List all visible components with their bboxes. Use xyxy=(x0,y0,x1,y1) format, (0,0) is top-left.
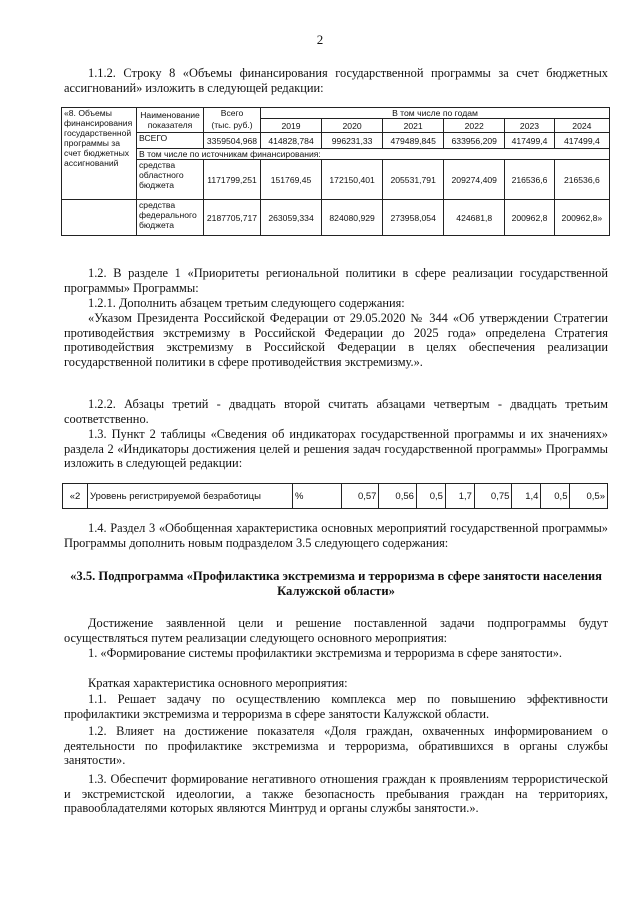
table-cell: 172150,401 xyxy=(322,160,383,200)
indicator-num: «2 xyxy=(63,484,88,509)
heading-3-5: «3.5. Подпрограмма «Профилактика экстремизма и терроризма в сфере занятости населения Калужской области» xyxy=(70,569,602,598)
regional-row-label: средства областного бюджета xyxy=(137,160,204,200)
table-cell: 417499,4 xyxy=(505,133,554,149)
item-1-2-1: 1.2.1. Дополнить абзацем третьим следующего содержания: xyxy=(88,296,405,310)
table-cell: 633956,209 xyxy=(444,133,505,149)
item-1-1-2: 1.1.2. Строку 8 «Объемы финансирования государственной программы за счет бюджетных ассигнований» изложить в следующей редакции: xyxy=(64,66,608,95)
quote-ukaz: «Указом Президента Российской Федерации от 29.05.2020 № 344 «Об утверждении Стратегии противодействия экстремизму в Российской Федерации до 2025 года» определена Стратегия противодействия экстремизму в Российской Федерации в целях обеспечения реализации государственной политики в сфере противодействия экстремизму.». xyxy=(64,311,608,369)
item-1-2-2: 1.2.2. Абзацы третий - двадцать второй считать абзацами четвертым - двадцать третьим соответственно. xyxy=(64,397,608,426)
total-row-total: 3359504,968 xyxy=(204,133,261,149)
year-header: 2019 xyxy=(261,119,322,133)
para-1-2: 1.2. Влияет на достижение показателя «Доля граждан, охваченных информированием о деятельности по профилактике экстремизма и терроризма, обратившихся в органы службы занятости». xyxy=(64,724,608,767)
financing-row-label: «8. Объемы финансирования государственной программы за счет бюджетных ассигнований xyxy=(62,108,137,200)
total-row-label: ВСЕГО xyxy=(137,133,204,149)
para-goal: Достижение заявленной цели и решение поставленной задачи подпрограммы будут осуществляться путем реализации следующего основного мероприятия: xyxy=(64,616,608,645)
indicator-value: 1,7 xyxy=(445,484,474,509)
indicator-value: 0,5 xyxy=(416,484,445,509)
year-header: 2022 xyxy=(444,119,505,133)
indicator-table xyxy=(62,483,608,509)
item-1-4: 1.4. Раздел 3 «Обобщенная характеристика основных мероприятий государственной программы» Программы дополнить новым подразделом 3.5 следующего содержания: xyxy=(64,521,608,550)
table-cell: 216536,6 xyxy=(505,160,554,200)
federal-row-total: 2187705,717 xyxy=(204,200,261,236)
indicator-value: 0,75 xyxy=(474,484,511,509)
col-header-years: В том числе по годам xyxy=(261,108,610,119)
indicator-value: 0,56 xyxy=(379,484,416,509)
indicator-unit: % xyxy=(293,484,342,509)
year-header: 2021 xyxy=(383,119,444,133)
table-cell: 417499,4 xyxy=(554,133,609,149)
year-header: 2023 xyxy=(505,119,554,133)
table-cell: 996231,33 xyxy=(322,133,383,149)
table-cell: 824080,929 xyxy=(322,200,383,236)
indicator-value: 1,4 xyxy=(512,484,541,509)
item-1-2: 1.2. В разделе 1 «Приоритеты региональной политики в сфере реализации государственной программы» Программы: xyxy=(64,266,608,295)
table-cell: 205531,791 xyxy=(383,160,444,200)
regional-row-total: 1171799,251 xyxy=(204,160,261,200)
para-1-1: 1.1. Решает задачу по осуществлению комплекса мер по повышению эффективности профилактики экстремизма и терроризма в сфере занятости Калужской области. xyxy=(64,692,608,721)
indicator-name: Уровень регистрируемой безработицы xyxy=(88,484,293,509)
indicator-value: 0,5» xyxy=(570,484,608,509)
item-1-3: 1.3. Пункт 2 таблицы «Сведения об индикаторах государственной программы и их значениях» раздела 2 «Индикаторы достижения целей и решения задач государственной программы» Программы изложить в следующей редакции: xyxy=(64,427,608,470)
table-cell: 263059,334 xyxy=(261,200,322,236)
indicator-value: 0,5 xyxy=(541,484,570,509)
page-number: 2 xyxy=(316,32,324,47)
table-cell: 414828,784 xyxy=(261,133,322,149)
table-cell: 200962,8» xyxy=(554,200,609,236)
indicator-value: 0,57 xyxy=(342,484,379,509)
table-cell: 209274,409 xyxy=(444,160,505,200)
col-header-total: Всего xyxy=(204,108,261,119)
financing-row-label-spacer xyxy=(62,200,137,236)
col-header-total-unit: (тыс. руб.) xyxy=(204,119,261,133)
table-cell: 273958,054 xyxy=(383,200,444,236)
year-header: 2020 xyxy=(322,119,383,133)
financing-table xyxy=(61,107,610,236)
table-cell: 151769,45 xyxy=(261,160,322,200)
table-cell: 479489,845 xyxy=(383,133,444,149)
para-1-3: 1.3. Обеспечит формирование негативного отношения граждан к проявлениям террористической и экстремистской идеологии, а также безопасность пребывания граждан на территориях, правообладателями которых являются Минтруд и органы службы занятости.». xyxy=(64,772,608,815)
sources-header: В том числе по источникам финансирования: xyxy=(137,149,610,160)
table-cell: 424681,8 xyxy=(444,200,505,236)
year-header: 2024 xyxy=(554,119,609,133)
table-cell: 216536,6 xyxy=(554,160,609,200)
federal-row-label: средства федерального бюджета xyxy=(137,200,204,236)
para-measure-1: 1. «Формирование системы профилактики экстремизма и терроризма в сфере занятости». xyxy=(88,646,563,660)
table-cell: 200962,8 xyxy=(505,200,554,236)
para-brief: Краткая характеристика основного мероприятия: xyxy=(88,676,348,690)
col-header-name: Наименование показателя xyxy=(137,108,204,133)
